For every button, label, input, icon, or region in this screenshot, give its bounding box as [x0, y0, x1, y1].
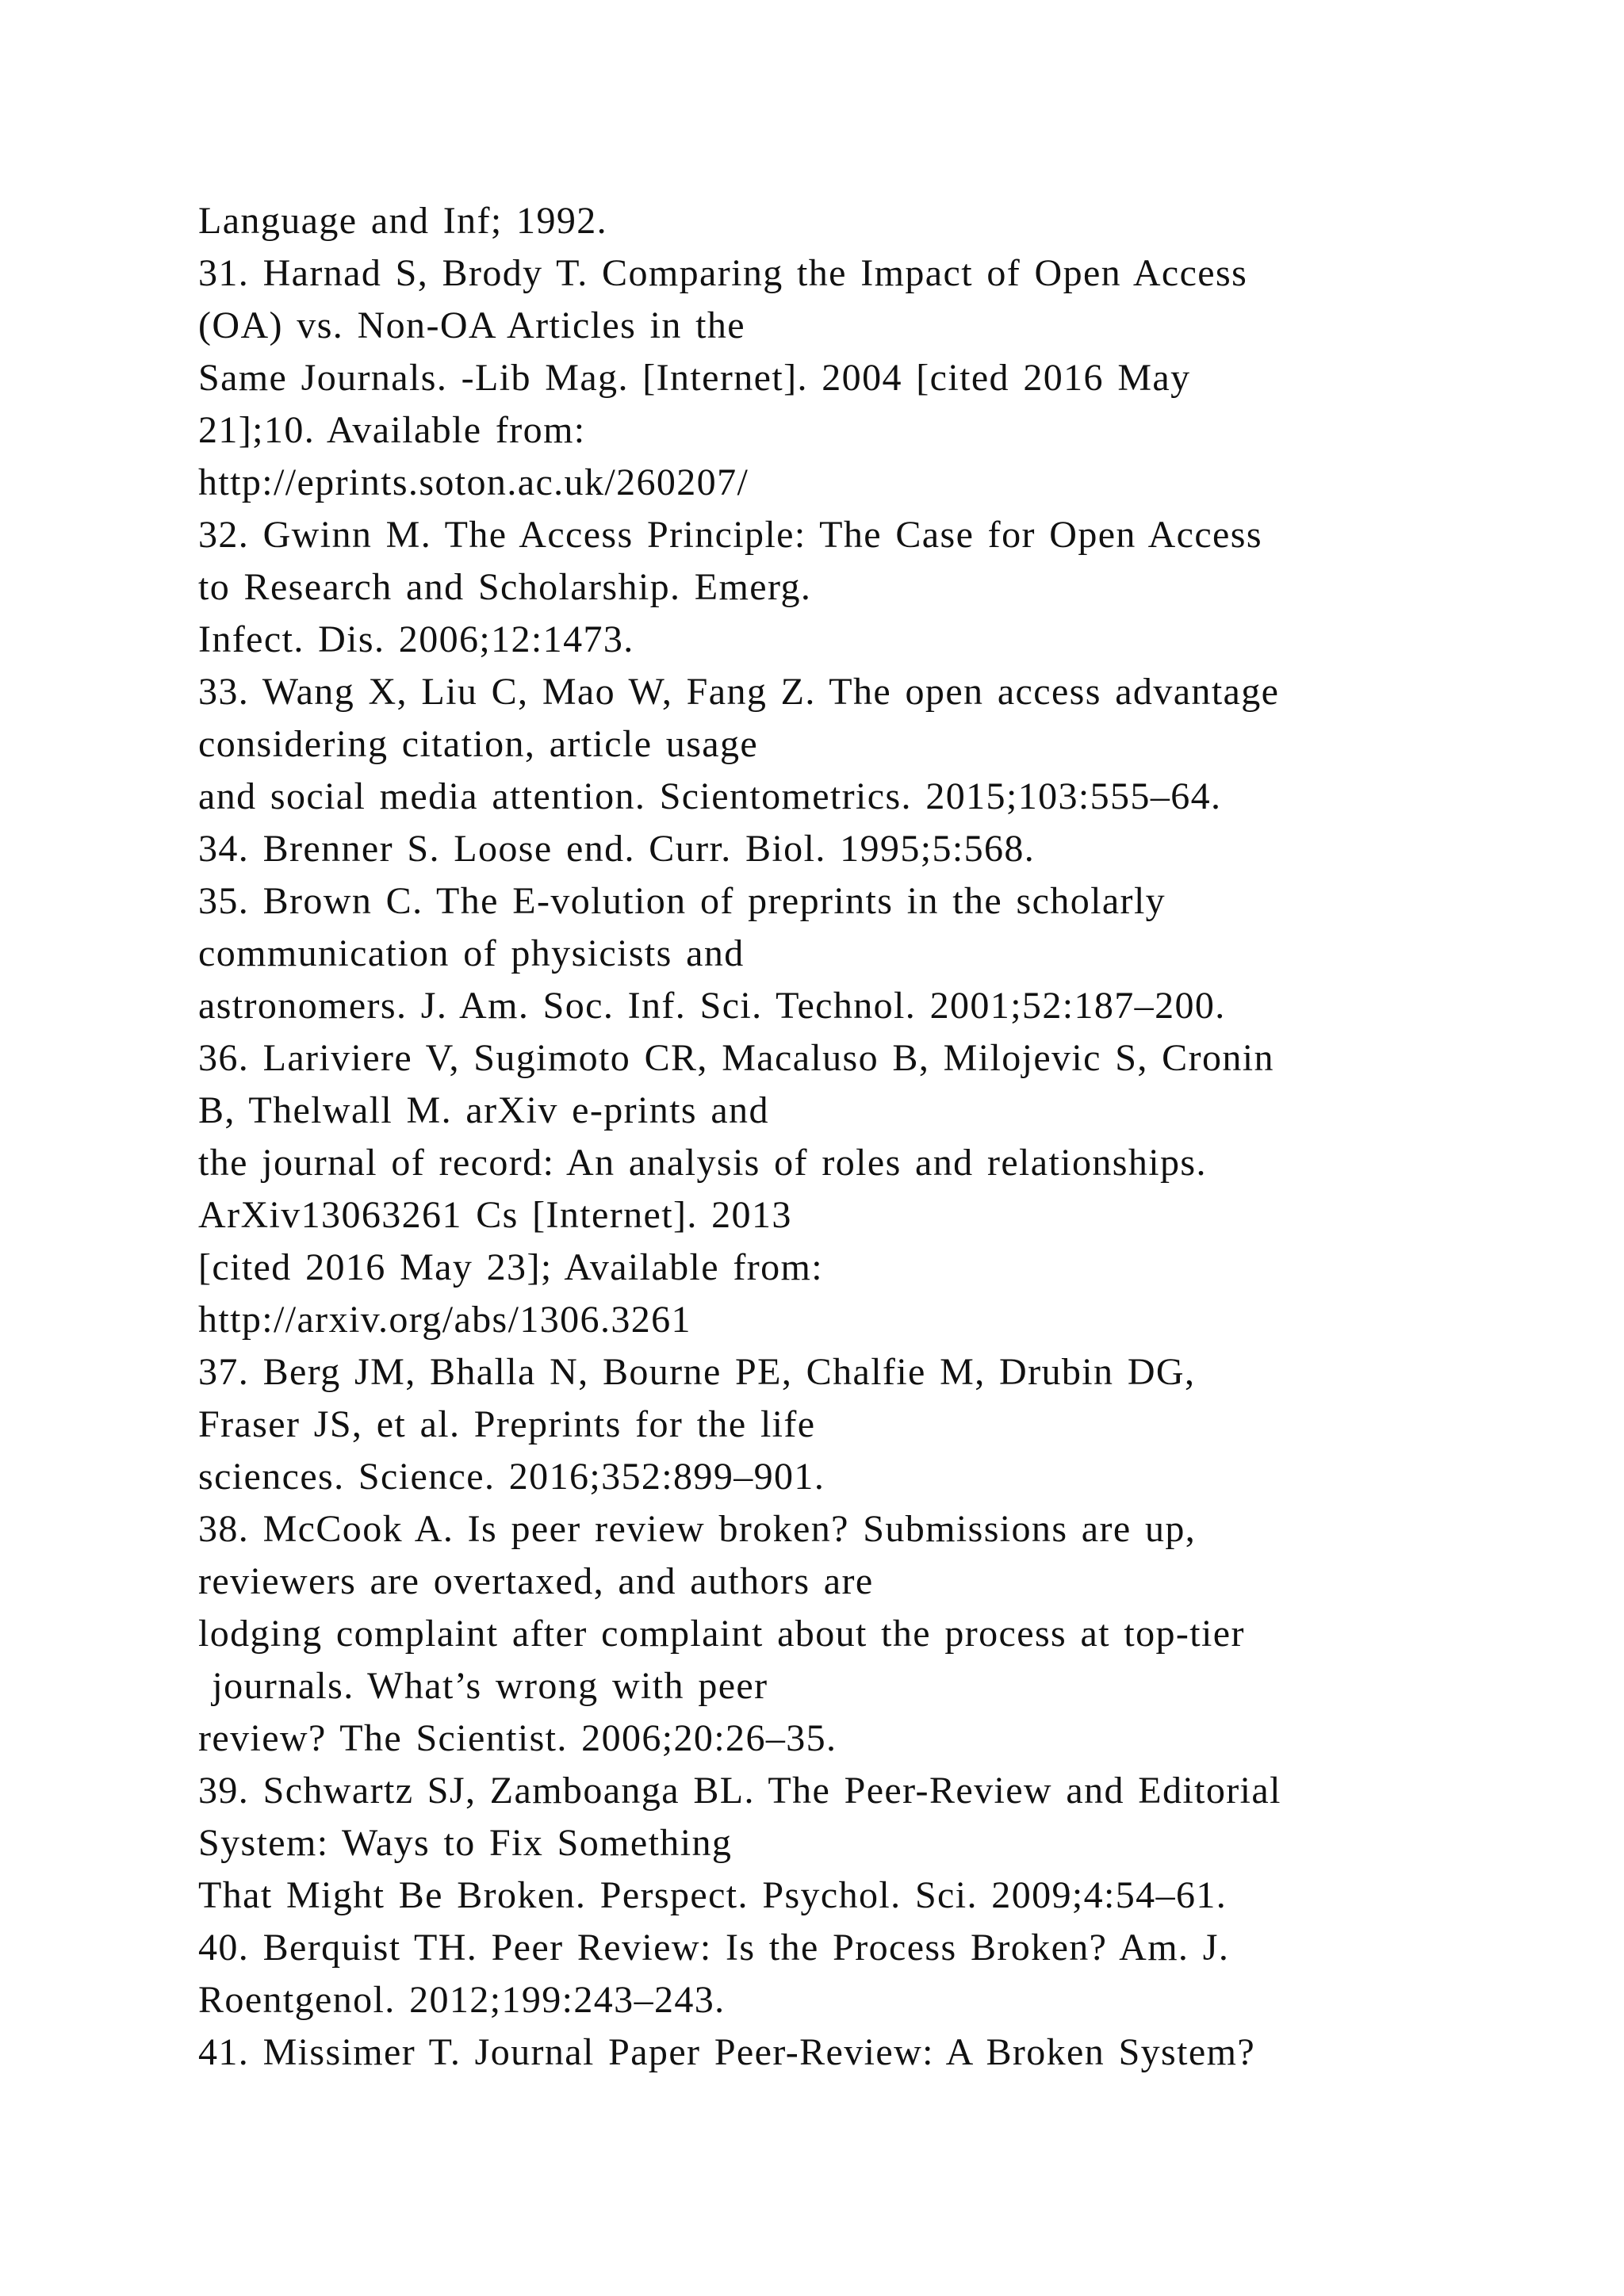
reference-line: B, Thelwall M. arXiv e-prints and: [198, 1089, 769, 1131]
reference-list: [198, 195, 1515, 2079]
reference-line: [cited 2016 May 23]; Available from:: [198, 1246, 823, 1288]
reference-line: lodging complaint after complaint about the process at top-tier: [198, 1613, 1245, 1655]
reference-line: Fraser JS, et al. Preprints for the life: [198, 1403, 816, 1445]
reference-line: Infect. Dis. 2006;12:1473.: [198, 618, 634, 660]
reference-line: System: Ways to Fix Something: [198, 1822, 733, 1864]
reference-line: communication of physicists and: [198, 932, 745, 974]
reference-line: 36. Lariviere V, Sugimoto CR, Macaluso B, Milojevic S, Cronin: [198, 1037, 1274, 1079]
reference-line: 33. Wang X, Liu C, Mao W, Fang Z. The open access advantage: [198, 671, 1280, 713]
reference-line: 40. Berquist TH. Peer Review: Is the Process Broken? Am. J.: [198, 1927, 1230, 1969]
reference-line: sciences. Science. 2016;352:899–901.: [198, 1456, 825, 1498]
reference-line: Same Journals. -Lib Mag. [Internet]. 2004 [cited 2016 May: [198, 357, 1191, 399]
reference-line: ArXiv13063261 Cs [Internet]. 2013: [198, 1194, 792, 1236]
reference-line: 34. Brenner S. Loose end. Curr. Biol. 1995;5:568.: [198, 828, 1036, 870]
reference-line: Language and Inf; 1992.: [198, 200, 608, 242]
reference-line: Roentgenol. 2012;199:243–243.: [198, 1979, 726, 2021]
reference-line: http://eprints.soton.ac.uk/260207/: [198, 461, 749, 503]
reference-line: 32. Gwinn M. The Access Principle: The Case for Open Access: [198, 514, 1262, 556]
reference-line: 37. Berg JM, Bhalla N, Bourne PE, Chalfie M, Drubin DG,: [198, 1351, 1196, 1393]
reference-line: (OA) vs. Non-OA Articles in the: [198, 304, 745, 346]
reference-line: journals. What’s wrong with peer: [198, 1665, 768, 1707]
reference-line: 35. Brown C. The E-volution of preprints in the scholarly: [198, 880, 1166, 922]
reference-line: considering citation, article usage: [198, 723, 759, 765]
reference-line: reviewers are overtaxed, and authors are: [198, 1560, 874, 1602]
reference-line: 41. Missimer T. Journal Paper Peer-Review: A Broken System?: [198, 2031, 1256, 2073]
reference-line: 39. Schwartz SJ, Zamboanga BL. The Peer-Review and Editorial: [198, 1770, 1281, 1812]
reference-line: 38. McCook A. Is peer review broken? Submissions are up,: [198, 1508, 1197, 1550]
reference-line: and social media attention. Scientometrics. 2015;103:555–64.: [198, 775, 1222, 817]
reference-line: 21];10. Available from:: [198, 409, 586, 451]
reference-line: That Might Be Broken. Perspect. Psychol. Sci. 2009;4:54–61.: [198, 1874, 1228, 1916]
reference-line: http://arxiv.org/abs/1306.3261: [198, 1299, 691, 1341]
reference-line: 31. Harnad S, Brody T. Comparing the Impact of Open Access: [198, 252, 1248, 294]
reference-line: astronomers. J. Am. Soc. Inf. Sci. Technol. 2001;52:187–200.: [198, 985, 1226, 1027]
reference-line: review? The Scientist. 2006;20:26–35.: [198, 1717, 837, 1759]
reference-line: to Research and Scholarship. Emerg.: [198, 566, 812, 608]
reference-line: the journal of record: An analysis of roles and relationships.: [198, 1142, 1207, 1184]
